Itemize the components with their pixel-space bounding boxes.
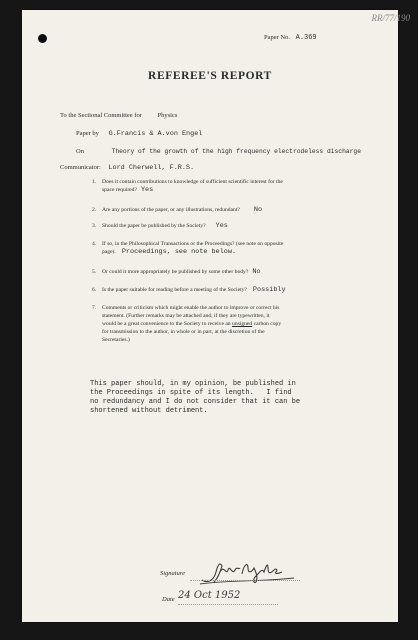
answer-value: No — [253, 206, 263, 214]
signature-line — [190, 580, 300, 581]
question-text: Does it contain contributions to knowledge of sufficient scientific interest for the — [102, 179, 283, 185]
question-2 — [92, 206, 382, 214]
question-7 — [92, 304, 382, 344]
question-text-line — [102, 222, 382, 230]
question-3 — [92, 222, 382, 230]
committee-label: To the Sectional Committee for — [60, 112, 142, 119]
committee-row — [60, 112, 177, 119]
answer-value: Yes — [215, 222, 228, 230]
question-text-line — [102, 268, 382, 276]
paper-number — [264, 34, 317, 42]
question-number: 1. — [92, 179, 97, 185]
answer-value: Proceedings, see note below. — [121, 248, 237, 256]
referee-remarks: This paper should, in my opinion, be published in the Proceedings in spite of its length. I find no redundancy and I do not consider that it can be shortened without detriment. — [90, 380, 301, 415]
communicator-label: Communicator: — [60, 164, 101, 171]
archive-reference: RR/77/190 — [371, 13, 410, 23]
paper-by-value: G.Francis & A.von Engel — [108, 130, 203, 138]
answer-value: No — [252, 268, 261, 276]
answer-value: Possibly — [252, 286, 286, 294]
question-text: Comments or criticism which might enable the author to improve or correct his — [102, 305, 280, 311]
question-text: If so, in the Philosophical Transactions or the Proceedings? (see note on opposite — [102, 241, 284, 247]
question-text-cont — [102, 186, 382, 194]
question-text-line — [102, 286, 382, 294]
question-6 — [92, 286, 382, 294]
question-number: 5. — [92, 269, 97, 275]
question-text: Secretaries.) — [102, 337, 130, 343]
page-title: REFEREE'S REPORT — [148, 70, 272, 82]
question-text-cont — [102, 248, 382, 256]
committee-value: Physics — [157, 112, 178, 119]
question-text-underlined: unsigned — [232, 321, 253, 327]
question-text: Should the paper be published by the Society? — [102, 223, 206, 229]
question-4 — [92, 240, 382, 256]
question-text: Is the paper suitable for reading before a meeting of the Society? — [102, 287, 247, 293]
punch-hole — [38, 34, 47, 43]
paper-number-label: Paper No. — [264, 34, 290, 41]
date-line — [178, 604, 278, 605]
question-text: page). — [102, 249, 116, 255]
date-value: 24 Oct 1952 — [178, 590, 241, 601]
question-number: 2. — [92, 207, 97, 213]
date-label: Date — [162, 596, 175, 603]
on-row — [76, 148, 361, 155]
paper-by-label: Paper by — [76, 130, 99, 137]
question-5 — [92, 268, 382, 276]
question-number: 6. — [92, 287, 97, 293]
question-number: 7. — [92, 305, 97, 311]
question-number: 3. — [92, 223, 97, 229]
paper-by-row — [76, 130, 202, 138]
on-label: On — [76, 148, 84, 155]
handwritten-signature — [198, 558, 298, 586]
answer-value: Yes — [140, 186, 154, 194]
question-text-line — [102, 320, 382, 328]
question-number: 4. — [92, 241, 97, 247]
question-text: Are any portions of the paper, or any illustrations, redundant? — [102, 207, 240, 213]
question-text: statement. (Further remarks may be attached and, if they are typewritten, it — [102, 313, 270, 319]
question-text: Or could it more appropriately be published by some other body? — [102, 269, 249, 275]
paper-number-value: A.369 — [295, 34, 317, 42]
communicator-value: Lord Cherwell, F.R.S. — [108, 164, 195, 172]
question-text: for transmission to the author, in whole or in part, at the discretion of the — [102, 329, 265, 335]
question-text: would be a great convenience to the Society to receive an — [102, 321, 231, 327]
communicator-row — [60, 164, 194, 172]
report-sheet — [22, 10, 410, 622]
question-text: carbon copy — [253, 321, 282, 327]
on-value: Theory of the growth of the high frequency electrodeless discharge — [111, 148, 361, 155]
question-text-line — [102, 206, 382, 214]
question-1 — [92, 178, 382, 194]
question-text: space required? — [102, 187, 137, 193]
signature-label: Signature — [160, 570, 186, 577]
